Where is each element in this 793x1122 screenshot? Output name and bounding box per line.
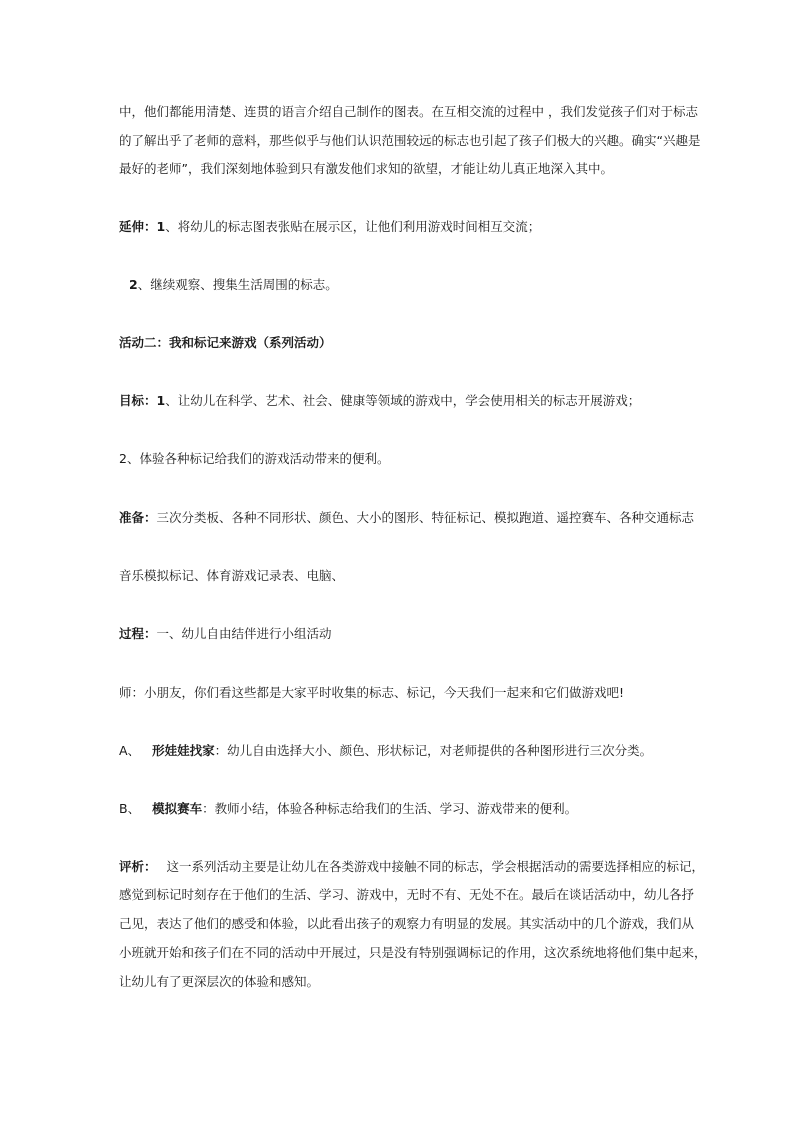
extension-item-1 (119, 219, 679, 235)
goal-label: 目标： (119, 393, 157, 408)
evaluation-line: 让幼儿有了更深层次的体验和感知。 (119, 974, 320, 989)
intro-line: 中，他们都能用清楚、连贯的语言介绍自己制作的图表。在互相交流的过程中 ，我们发觉孩子们对于标志 (119, 104, 698, 119)
extension-item-text: 、将幼儿的标志图表张贴在展示区，让他们利用游戏时间相互交流； (165, 219, 541, 234)
intro-line: 的了解出乎了老师的意料，那些似乎与他们认识范围较远的标志也引起了孩子们极大的兴趣。确实“兴趣是 (119, 133, 701, 148)
game-name: 形娃娃找家 (152, 743, 215, 758)
extension-item-number: 2 (129, 277, 138, 292)
process (119, 626, 679, 642)
game-b (119, 801, 679, 817)
extension-item-text: 、继续观察、搜集生活周围的标志。 (137, 277, 338, 292)
process-label: 过程： (119, 626, 157, 641)
game-letter: A、 (119, 743, 141, 758)
process-text: 一、幼儿自由结伴进行小组活动 (156, 626, 332, 641)
game-letter: B、 (119, 801, 141, 816)
evaluation-line: 小班就开始和孩子们在不同的活动中开展过，只是没有特别强调标记的作用，这次系统地将他们集中起来， (119, 945, 707, 960)
evaluation-line: 己见，表达了他们的感受和体验，以此看出孩子的观察力有明显的发展。其实活动中的几个游戏，我们从 (119, 916, 695, 931)
preparation-label: 准备： (119, 510, 157, 525)
evaluation-label: 评析： (119, 859, 157, 874)
game-text: ：教师小结，体验各种标志给我们的生活、学习、游戏带来的便利。 (202, 801, 578, 816)
goal-item-1 (119, 393, 679, 409)
game-text: ：幼儿自由选择大小、颜色、形状标记，对老师提供的各种图形进行三次分类。 (214, 743, 653, 758)
preparation-continued: 音乐模拟标记、体育游戏记录表、电脑、 (119, 568, 345, 583)
goal-number: 1 (156, 393, 166, 408)
evaluation-line: 感觉到标记时刻存在于他们的生活、学习、游戏中，无时不有、无处不在。最后在谈话活动中，幼儿各抒 (119, 887, 695, 902)
extension-item-number: 1 (156, 219, 166, 234)
goal-text: 、让幼儿在科学、艺术、社会、健康等领域的游戏中，学会使用相关的标志开展游戏； (165, 393, 641, 408)
game-a (119, 743, 679, 759)
evaluation-text: 这一系列活动主要是让幼儿在各类游戏中接触不同的标志，学会根据活动的需要选择相应的标记， (166, 859, 705, 874)
activity-title: 活动二：我和标记来游戏（系列活动） (119, 335, 332, 350)
game-name: 模拟赛车 (152, 801, 203, 816)
goal-item-2: 2、体验各种标记给我们的游戏活动带来的便利。 (119, 451, 390, 466)
preparation-text: 三次分类板、各种不同形状、颜色、大小的图形、特征标记、模拟跑道、遥控赛车、各种交通标志 (156, 510, 695, 525)
extension-label: 延伸： (119, 219, 157, 234)
preparation (119, 510, 695, 526)
teacher-line: 师：小朋友，你们看这些都是大家平时收集的标志、标记，今天我们一起来和它们做游戏吧! (119, 685, 625, 700)
evaluation-line (119, 859, 705, 875)
intro-line: 最好的老师”，我们深刻地体验到只有激发他们求知的欲望，才能让幼儿真正地深入其中。 (119, 161, 613, 176)
extension-item-2 (129, 277, 689, 293)
